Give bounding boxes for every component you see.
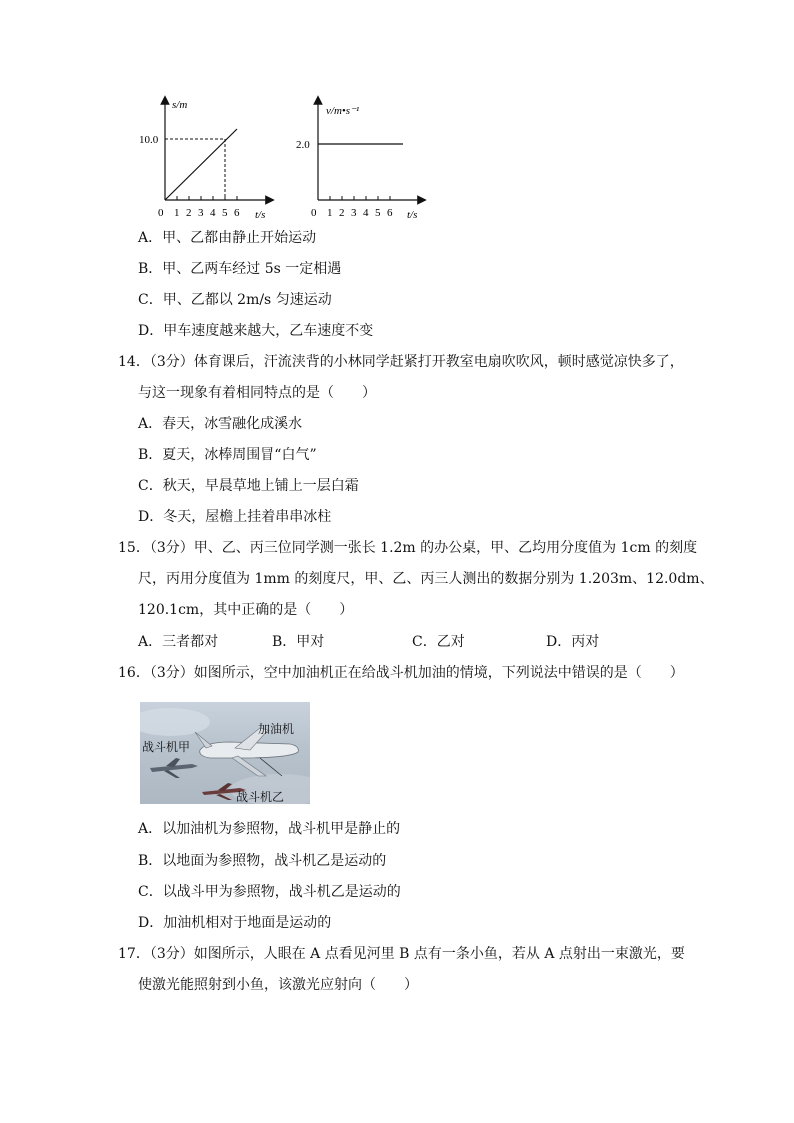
q16-option-d: D．加油机相对于地面是运动的 [138,915,332,931]
q15-stem-line2: 尺，丙用分度值为 1mm 的刻度尺，甲、乙、丙三人测出的数据分别为 1.203m、12.0dm、 [138,571,714,587]
st-y-tick: 10.0 [139,134,159,146]
q17-stem-line1: 17．（3分）如图所示，人眼在 A 点看见河里 B 点有一条小鱼，若从 A 点射出一束激光，要 [118,946,685,962]
st-y-label: s/m [172,99,188,111]
svg-text:6: 6 [234,207,240,219]
q15-option-d: D．丙对 [546,634,600,650]
st-x-label: t/s [255,209,266,221]
vt-x-ticks [311,207,393,219]
svg-text:5: 5 [375,207,381,219]
svg-text:0: 0 [158,207,164,219]
st-data-line [165,129,237,200]
q13-option-c: C．甲、乙都以 2m/s 匀速运动 [138,292,332,308]
vt-y-tick: 2.0 [296,139,310,151]
q15-stem-line3: 120.1cm，其中正确的是（ ） [138,602,354,618]
q14-option-a: A．春天，冰雪融化成溪水 [138,416,303,432]
q13-option-b: B．甲、乙两车经过 5s 一定相遇 [138,261,342,277]
q14-stem-line2: 与这一现象有着相同特点的是（ ） [138,385,376,401]
svg-text:3: 3 [351,207,357,219]
refueling-photo [140,702,310,804]
svg-text:1: 1 [327,207,333,219]
st-x-ticks [158,207,240,219]
q16-option-c: C．以战斗甲为参照物，战斗机乙是运动的 [138,884,401,900]
svg-text:3: 3 [198,207,204,219]
q14-option-b: B．夏天，冰棒周围冒“白气” [138,447,317,463]
fighter-a-icon [150,758,198,778]
q15-option-a: A．三者都对 [138,634,219,650]
q13-option-d: D．甲车速度越来越大，乙车速度不变 [138,323,374,339]
st-graph [130,92,280,224]
svg-text:2: 2 [186,207,192,219]
svg-text:4: 4 [363,207,369,219]
vt-x-label: t/s [407,209,418,221]
vt-graph [282,92,432,224]
q16-option-b: B．以地面为参照物，战斗机乙是运动的 [138,853,387,869]
q13-option-a: A．甲、乙都由静止开始运动 [138,230,317,246]
label-fighter-b: 战斗机乙 [236,790,285,804]
q15-option-b: B．甲对 [272,634,325,650]
svg-text:0: 0 [311,207,317,219]
svg-text:4: 4 [210,207,216,219]
label-tanker: 加油机 [258,722,295,736]
q15-option-c: C．乙对 [412,634,465,650]
q15-stem-line1: 15．（3分）甲、乙、丙三位同学测一张长 1.2m 的办公桌，甲、乙均用分度值为 1cm 的刻度 [118,540,698,556]
svg-text:1: 1 [174,207,180,219]
q16-option-a: A．以加油机为参照物，战斗机甲是静止的 [138,821,401,837]
q16-stem-line1: 16．（3分）如图所示，空中加油机正在给战斗机加油的情境，下列说法中错误的是（ ） [118,665,684,681]
svg-text:5: 5 [222,207,228,219]
svg-text:2: 2 [339,207,345,219]
svg-text:6: 6 [387,207,393,219]
q14-stem-line1: 14．（3分）体育课后，汗流浃背的小林同学赶紧打开教室电扇吹吹风，顿时感觉凉快多了， [118,354,684,370]
label-fighter-a: 战斗机甲 [142,740,191,754]
q14-option-d: D．冬天，屋檐上挂着串串冰柱 [138,509,332,525]
vt-y-label: v/m•s⁻¹ [326,105,360,117]
q17-stem-line2: 使激光能照射到小鱼，该激光应射向（ ） [138,977,418,993]
q14-option-c: C．秋天，早晨草地上铺上一层白霜 [138,478,359,494]
